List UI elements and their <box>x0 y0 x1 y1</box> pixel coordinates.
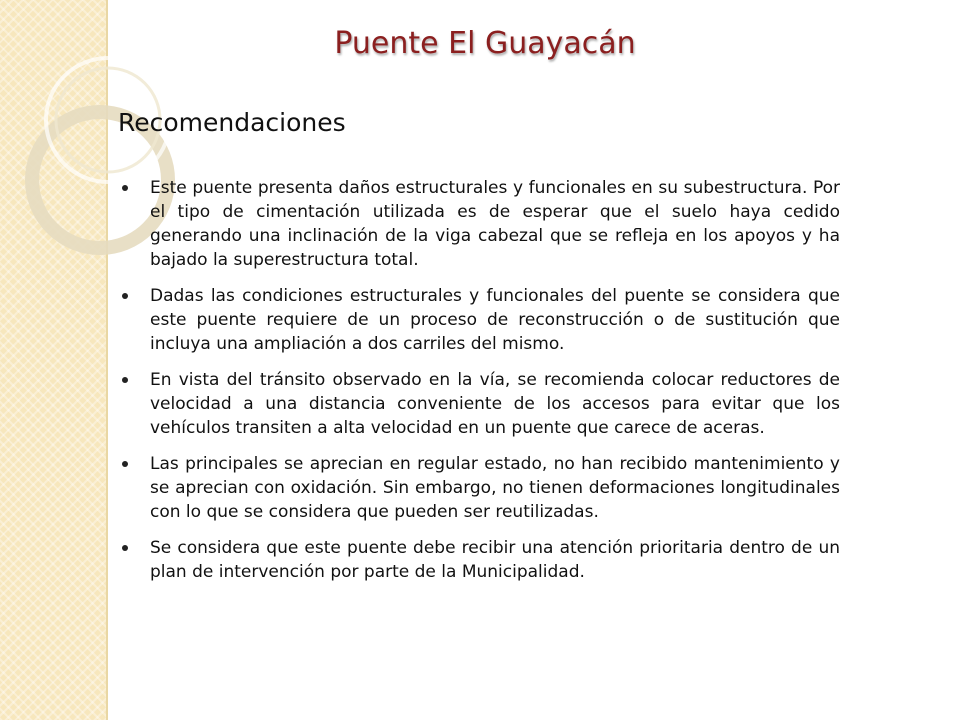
slide-title: Puente El Guayacán <box>334 26 636 61</box>
bullet-text: En vista del tránsito observado en la vía, se recomienda colocar reductores de velocidad a una distancia conveniente de los accesos para evitar que los vehículos transiten a alta velocidad en un puente que carece de aceras. <box>150 370 840 438</box>
bullet-text: Las principales se aprecian en regular estado, no han recibido mantenimiento y se aprecian con oxidación. Sin embargo, no tienen deformaciones longitudinales con lo que se considera que pueden ser reutilizadas. <box>150 454 840 522</box>
section-heading: Recomendaciones <box>118 108 346 137</box>
bullet-text: Dadas las condiciones estructurales y funcionales del puente se considera que este puente requiere de un proceso de reconstrucción o de sustitución que incluya una ampliación a dos carriles del mismo. <box>150 286 840 354</box>
bullet-text: Se considera que este puente debe recibir una atención prioritaria dentro de un plan de intervención por parte de la Municipalidad. <box>150 538 840 582</box>
bullet-icon <box>122 377 128 383</box>
bullet-icon <box>122 461 128 467</box>
bullet-icon <box>122 185 128 191</box>
list-item <box>118 284 840 356</box>
list-item <box>118 536 840 584</box>
bullet-icon <box>122 293 128 299</box>
bullet-icon <box>122 545 128 551</box>
list-item <box>118 176 840 272</box>
bullet-text: Este puente presenta daños estructurales y funcionales en su subestructura. Por el tipo de cimentación utilizada es de esperar que el suelo haya cedido generando una inclinación de la viga cabezal que se refleja en los apoyos y ha bajado la superestructura total. <box>150 178 840 270</box>
recommendations-list <box>118 176 840 596</box>
list-item <box>118 368 840 440</box>
list-item <box>118 452 840 524</box>
